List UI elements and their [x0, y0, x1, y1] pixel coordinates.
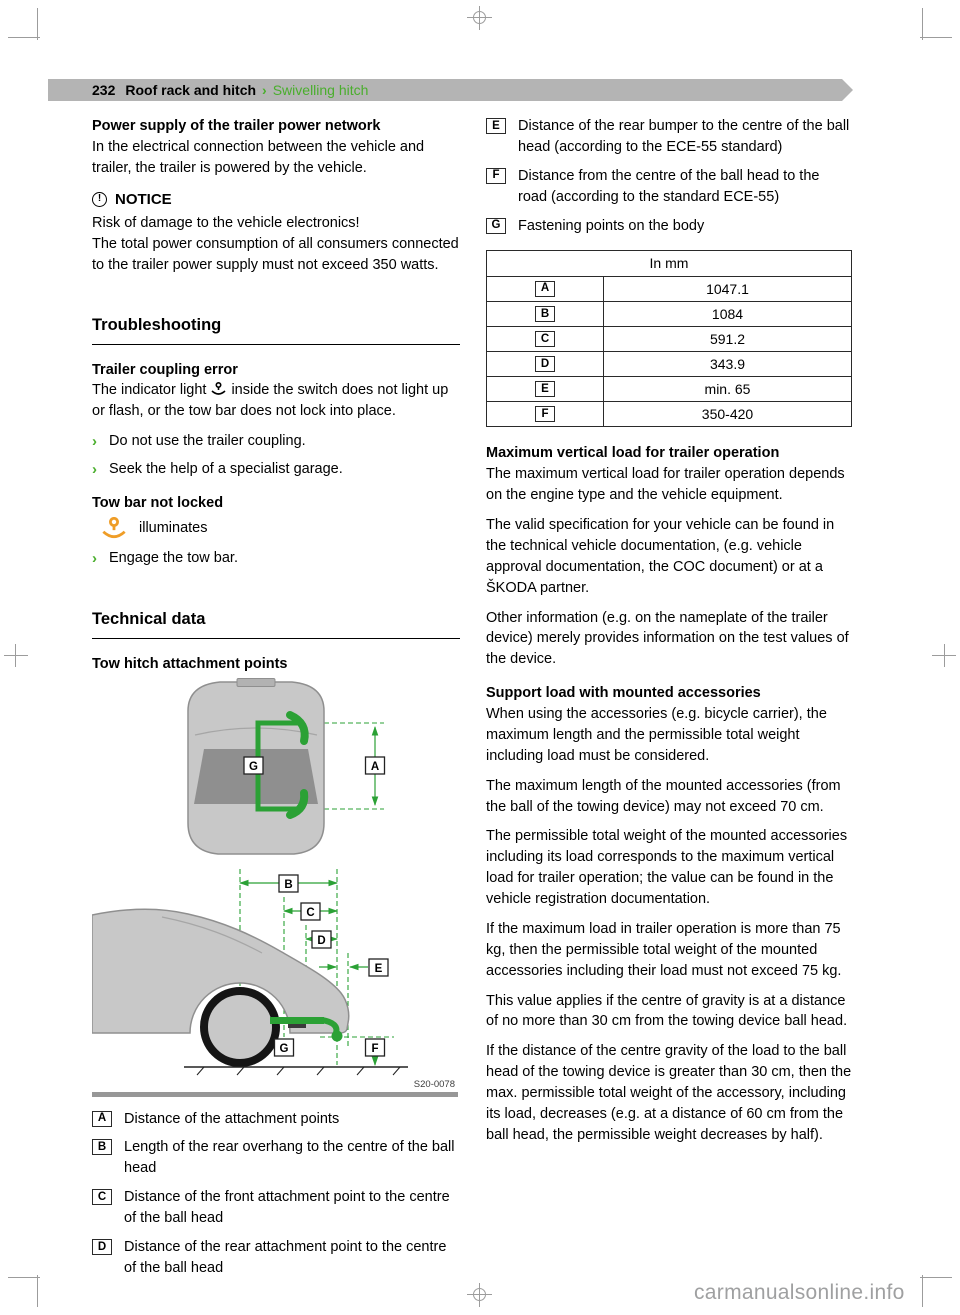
row-key: A: [535, 281, 555, 297]
table-row: [487, 276, 852, 301]
coupling-error-body: [92, 380, 460, 422]
svg-text:C: C: [306, 906, 315, 919]
coupling-error-text: inside the switch does not light up or flash, or the tow bar does not lock into place.: [92, 382, 449, 420]
row-value: min. 65: [604, 377, 852, 402]
figure-label-c: [301, 903, 320, 920]
indicator-row: [92, 517, 460, 540]
legend-key: E: [486, 118, 506, 134]
figure-label-d: [312, 931, 331, 948]
crop-mark: [37, 8, 38, 40]
row-key: C: [535, 331, 555, 347]
crop-mark: [920, 1277, 952, 1278]
registration-circle: [473, 11, 486, 24]
chevron-bullet-icon: ›: [92, 550, 97, 568]
notice-header: [92, 189, 460, 211]
crop-mark: [922, 1275, 923, 1307]
legend-key: C: [92, 1189, 112, 1205]
figure-label-b: [279, 875, 298, 892]
crop-mark: [922, 8, 923, 40]
table-row: [487, 377, 852, 402]
legend-key: B: [92, 1139, 112, 1155]
figure-legend-left: [92, 1109, 460, 1279]
notice-line: Risk of damage to the vehicle electronics!: [92, 215, 360, 232]
section-title: Swivelling hitch: [272, 82, 369, 98]
attachment-points-title: Tow hitch attachment points: [92, 655, 288, 672]
crop-mark: [920, 37, 952, 38]
figure-label-e: [369, 959, 388, 976]
notice-line: The total power consumption of all consumers connected to the trailer power supply must not exceed 350 watts.: [92, 236, 459, 273]
list-item-text: Do not use the trailer coupling.: [109, 433, 306, 450]
row-key: F: [535, 406, 555, 422]
figure-label-g-bottom: [275, 1039, 294, 1056]
notice-title: NOTICE: [115, 190, 172, 208]
crop-mark: [8, 37, 40, 38]
support-load-title: Support load with mounted accessories: [486, 685, 761, 702]
list-item: [92, 548, 460, 570]
chevron-bullet-icon: ›: [92, 433, 97, 451]
svg-text:E: E: [374, 962, 383, 975]
svg-text:A: A: [370, 760, 380, 773]
list-item: [92, 431, 460, 453]
row-value: 1047.1: [604, 276, 852, 301]
tow-hitch-diagram: [92, 677, 458, 1085]
legend-text: Length of the rear overhang to the centre of the ball head: [124, 1139, 455, 1177]
figure-label-g-top: [244, 757, 263, 774]
paragraph: The permissible total weight of the mounted accessories including its load corresponds to the maximum vertical load for trailer operation; the value can be found in the vehicle registration documentation.: [486, 828, 848, 908]
header-arrow-tip: [842, 79, 853, 101]
ground-line: [184, 1067, 408, 1075]
power-supply-title: Power supply of the trailer power network: [92, 118, 381, 134]
legend-text: Distance from the centre of the ball head to the road (according to the standard ECE-55): [518, 167, 820, 205]
paragraph: Other information (e.g. on the nameplate of the trailer device) merely provides information on the test values of the device.: [486, 609, 849, 668]
crop-mark: [37, 1275, 38, 1307]
svg-text:G: G: [279, 1042, 289, 1055]
trailer-hitch-indicator-icon: [210, 382, 227, 396]
paragraph: This value applies if the centre of gravity is at a distance of no more than 30 cm from the towing device ball head.: [486, 992, 848, 1030]
row-key: E: [535, 381, 555, 397]
power-supply-body: In the electrical connection between the vehicle and trailer, the trailer is powered by the vehicle.: [92, 138, 425, 176]
list-item-text: Seek the help of a specialist garage.: [109, 460, 343, 477]
breadcrumb-separator: ›: [262, 82, 267, 98]
wheel: [204, 991, 276, 1063]
row-value: 343.9: [604, 352, 852, 377]
legend-item: [92, 1187, 460, 1229]
row-value: 350-420: [604, 402, 852, 427]
legend-item: [486, 166, 852, 208]
table-row: [487, 301, 852, 326]
legend-item: [92, 1137, 460, 1179]
technical-data-heading: Technical data: [92, 608, 460, 639]
chapter-title: Roof rack and hitch: [125, 82, 257, 98]
indicator-text: illuminates: [139, 520, 208, 537]
table-row: [487, 402, 852, 427]
legend-text: Fastening points on the body: [518, 217, 705, 234]
legend-key: G: [486, 218, 506, 234]
figure-bottom-bar: [92, 1092, 458, 1097]
svg-text:F: F: [371, 1042, 379, 1055]
row-value: 1084: [604, 301, 852, 326]
legend-key: A: [92, 1111, 112, 1127]
legend-item: [486, 216, 852, 237]
legend-text: Distance of the rear attachment point to the centre of the ball head: [124, 1238, 447, 1276]
registration-circle: [473, 1288, 486, 1301]
left-column: [92, 116, 460, 1287]
table-header: In mm: [487, 251, 852, 276]
troubleshooting-heading: Troubleshooting: [92, 314, 460, 345]
legend-item: [92, 1109, 460, 1130]
table-row: [487, 326, 852, 351]
legend-key: F: [486, 168, 506, 184]
paragraph: The maximum length of the mounted accessories (from the ball of the towing device) may not exceed 70 cm.: [486, 777, 841, 815]
figure-label-a: [366, 757, 385, 774]
row-value: 591.2: [604, 326, 852, 351]
towbar-title: Tow bar not locked: [92, 495, 224, 512]
list-item: [92, 459, 460, 481]
chevron-bullet-icon: ›: [92, 460, 97, 478]
figure-code: S20-0078: [411, 1078, 458, 1092]
side-mark: [15, 644, 16, 667]
legend-key: D: [92, 1239, 112, 1255]
figure-legend-right: [486, 116, 852, 236]
notice-icon: !: [92, 192, 107, 207]
header-bar: [48, 79, 842, 101]
towbar-warning-lamp-icon: [100, 517, 128, 540]
site-watermark: carmanualsonline.info: [694, 1281, 905, 1304]
paragraph: When using the accessories (e.g. bicycle carrier), the maximum length and the permissible total weight including load must be considered.: [486, 706, 827, 764]
paragraph: If the maximum load in trailer operation is more than 75 kg, then the permissible total weight of the mounted accessories including their load must not exceed 75 kg.: [486, 920, 842, 979]
paragraph: If the distance of the centre gravity of the load to the ball head of the towing device is greater than 30 cm, then the max. permissible total weight of the accessory, including its load, decreases (e.g. at a distance of 60 cm from the ball head, the permissible weight decreases by half).: [486, 1043, 852, 1143]
page-number: 232: [92, 82, 116, 98]
coupling-error-text: The indicator light: [92, 382, 207, 399]
coupling-error-title: Trailer coupling error: [92, 361, 238, 378]
legend-text: Distance of the rear bumper to the centre of the ball head (according to the ECE-55 standard): [518, 118, 850, 155]
right-column: [486, 116, 852, 1155]
tow-hitch-figure: [92, 677, 458, 1097]
paragraph: The maximum vertical load for trailer operation depends on the engine type and the vehicle equipment.: [486, 466, 845, 504]
legend-text: Distance of the front attachment point to the centre of the ball head: [124, 1189, 450, 1226]
svg-text:D: D: [317, 934, 326, 947]
svg-text:G: G: [249, 760, 258, 773]
legend-item: [486, 116, 852, 158]
list-item-text: Engage the tow bar.: [109, 550, 238, 567]
max-load-title: Maximum vertical load for trailer operation: [486, 445, 780, 462]
legend-item: [92, 1237, 460, 1279]
legend-text: Distance of the attachment points: [124, 1110, 340, 1127]
figure-label-f: [366, 1039, 385, 1056]
row-key: B: [535, 306, 555, 322]
side-mark: [4, 655, 28, 656]
table-row: [487, 352, 852, 377]
row-key: D: [535, 356, 555, 372]
paragraph: The valid specification for your vehicle can be found in the technical vehicle documentation, (e.g. vehicle approval documentation, the COC document) or at a ŠKODA partner.: [486, 517, 835, 596]
svg-text:B: B: [284, 878, 293, 891]
dimensions-table: [486, 250, 852, 427]
crop-mark: [8, 1277, 40, 1278]
side-mark: [944, 644, 945, 667]
